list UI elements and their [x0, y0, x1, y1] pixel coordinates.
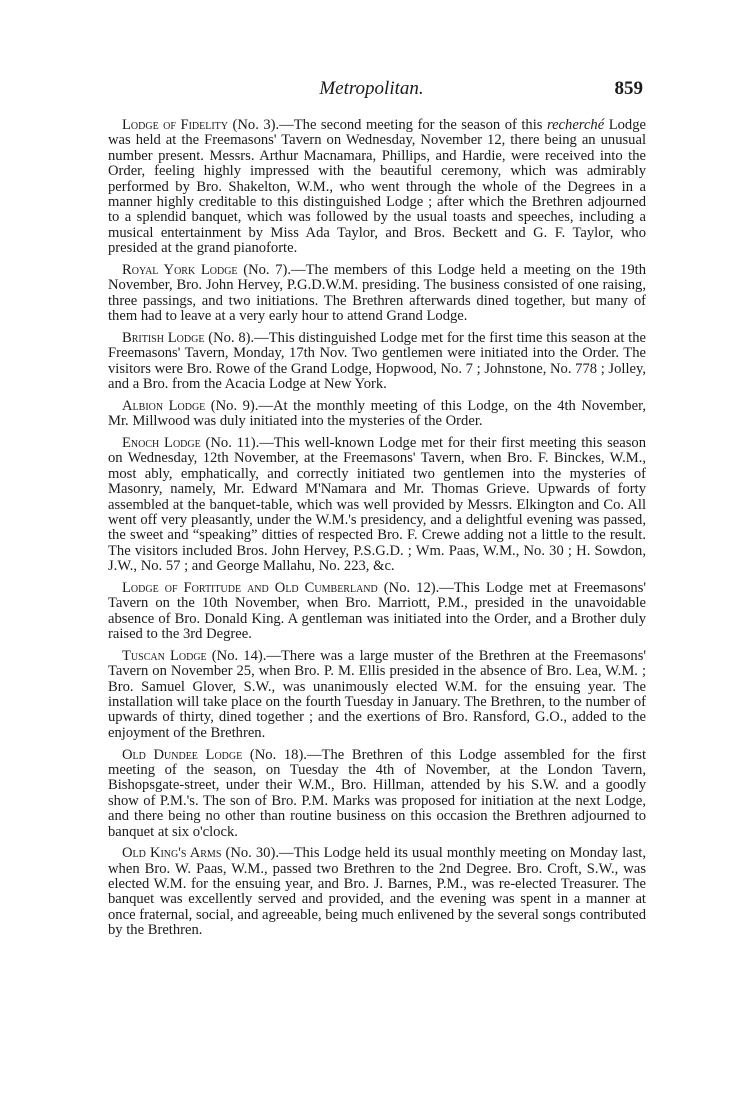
- entry-italic-word: recherché: [546, 117, 605, 133]
- entry-old-dundee-lodge: [108, 748, 646, 840]
- entry-text: (No. 14).—There was a large muster of the Brethren at the Freemasons' Tavern on November 25, when Bro. P. M. Ellis presided in the absence of Bro. Lea, W.M. ; Bro. Samuel Glover, S.W., was unanimously elected W.M. for the ensuing year. The installation will take place on the fourth Tuesday in January. The Brethren, to the number of upwards of thirty, dined together ; and the exertions of Bro. Ransford, G.O., added to the enjoyment of the Brethren.: [108, 647, 647, 741]
- page-header: [0, 78, 743, 102]
- entry-text: (No. 30).—This Lodge held its usual monthly meeting on Monday last, when Bro. W. Paas, W.M., passed two Brethren to the 2nd Degree. Bro. Croft, S.W., was elected W.M. for the ensuing year, and Bro. J. Barnes, P.M., was re-elected Treasurer. The banquet was excellently served and provided, and the evening was spent in a manner at once fraternal, social, and agreeable, being much enlivened by the several songs contributed by the Brethren.: [108, 845, 646, 939]
- entry-text: (No. 9).—At the monthly meeting of this Lodge, on the 4th November, Mr. Millwood was duly initiated into the mysteries of the Order.: [108, 397, 646, 430]
- entry-british-lodge: [108, 331, 646, 393]
- entry-text: (No. 11).—This well-known Lodge met for their first meeting this season on Wednesday, 12th November, at the Freemasons' Tavern, when Bro. F. Binckes, W.M., most ably, emphatically, and correctly initiated two gentlemen into the mysteries of Masonry, namely, Mr. Edward M'Namara and Mr. Thomas Grieve. Upwards of forty assembled at the banquet-table, which was well provided by Messrs. Elkington and Co. All went off very pleasantly, under the W.M.'s presidency, and a delightful evening was passed, the sweet and “speaking” ditties of respected Bro. F. Crewe adding not a little to the result. The visitors included Bros. John Hervey, P.S.G.D. ; Wm. Paas, W.M., No. 30 ; H. Sowdon, J.W., No. 57 ; and George Mallahu, No. 223, &c.: [108, 434, 646, 575]
- entry-text: (No. 8).—This distinguished Lodge met for the first time this season at the Freemasons' Tavern, Monday, 17th Nov. Two gentlemen were initiated into the Order. The visitors were Bro. Rowe of the Grand Lodge, Hopwood, No. 7 ; Johnstone, No. 778 ; Jolley, and a Bro. from the Acacia Lodge at New York.: [108, 329, 647, 393]
- entry-text: (No. 18).—The Brethren of this Lodge assembled for the first meeting of the season, on Tuesday the 4th of November, at the London Tavern, Bishopsgate-street, under their W.M., Bro. Hillman, attended by his S.W. and a goodly show of P.M.'s. The son of Bro. P.M. Marks was proposed for initiation at the next Lodge, and there being no other than routine business on this occasion the Brethren adjourned to banquet at six o'clock.: [108, 746, 646, 840]
- lodge-name: Lodge of Fidelity: [122, 117, 229, 133]
- entry-old-kings-arms: [108, 846, 646, 938]
- lodge-name: Tuscan Lodge: [122, 647, 207, 664]
- running-title: Metropolitan.: [319, 78, 424, 99]
- lodge-name: Old King's Arms: [122, 845, 222, 862]
- lodge-name: British Lodge: [122, 329, 205, 346]
- entry-tuscan-lodge: [108, 649, 646, 741]
- entry-royal-york-lodge: [108, 263, 646, 325]
- entry-lodge-of-fidelity: [108, 118, 646, 257]
- lodge-name: Royal York Lodge: [122, 261, 238, 278]
- entry-lodge-of-fortitude: [108, 581, 646, 643]
- entry-text: (No. 12).—This Lodge met at Freemasons' Tavern on the 10th November, when Bro. Marriott, P.M., presided in the unavoidable absence of Bro. Donald King. A gentleman was initiated into the Order, and a Brother duly raised to the 3rd Degree.: [108, 579, 646, 643]
- entry-text: Lodge was held at the Freemasons' Tavern on Wednesday, November 12, there being an unusual number present. Messrs. Arthur Macnamara, Phillips, and Hardie, were received into the Order, feeling highly impressed with the beautiful ceremony, which was admirably performed by Bro. Shakelton, W.M., who went through the whole of the Degrees in a manner highly creditable to this distinguished Lodge ; after which the Brethren adjourned to a splendid banquet, which was followed by the usual toasts and speeches, including a musical entertainment by Miss Ada Taylor, and Bros. Beckett and G. F. Taylor, who presided at the grand pianoforte.: [108, 117, 646, 257]
- lodge-name: Enoch Lodge: [122, 434, 201, 451]
- lodge-name: Lodge of Fortitude and Old Cumberland: [122, 579, 378, 596]
- page-number: 859: [614, 78, 643, 99]
- entry-albion-lodge: [108, 399, 646, 430]
- entry-text: (No. 7).—The members of this Lodge held a meeting on the 19th November, Bro. John Hervey, P.G.D.W.M. presiding. The business consisted of one raising, three passings, and two initiations. The Brethren afterwards dined together, but many of them had to leave at a very early hour to attend Grand Lodge.: [108, 261, 646, 325]
- article-body: [108, 118, 646, 945]
- entry-enoch-lodge: [108, 436, 646, 575]
- entry-lead-text: (No. 3).—The second meeting for the season of this: [228, 117, 547, 133]
- lodge-name: Old Dundee Lodge: [122, 746, 243, 763]
- lodge-name: Albion Lodge: [122, 397, 206, 414]
